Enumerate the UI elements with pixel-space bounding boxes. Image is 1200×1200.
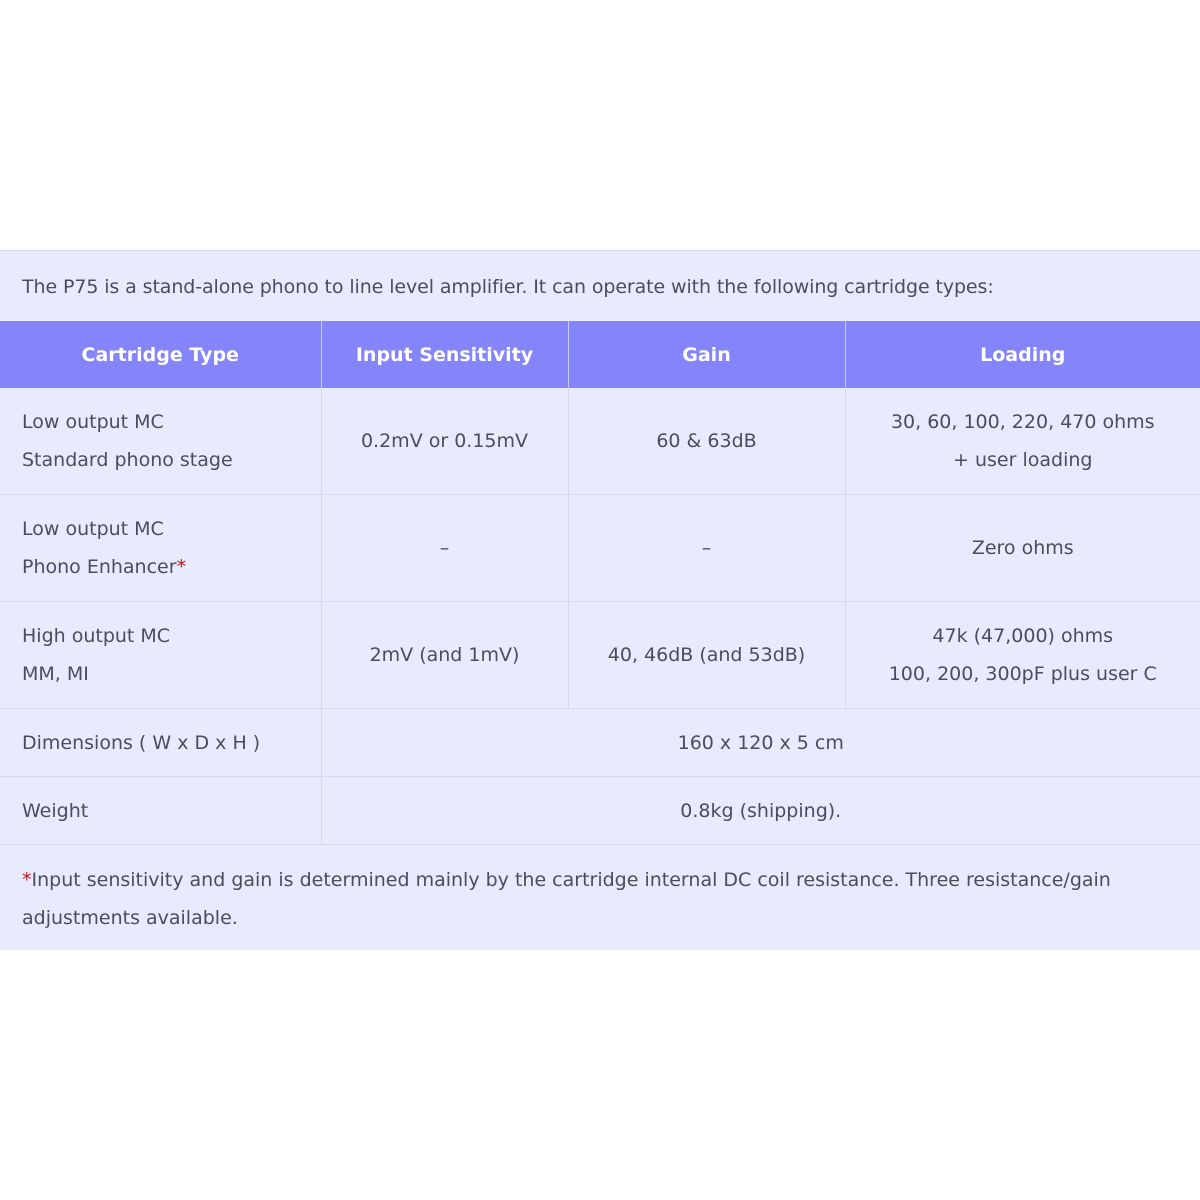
loading-cell [845, 495, 1200, 602]
loading-cell [845, 388, 1200, 495]
loading-line: 100, 200, 300pF plus user C [888, 663, 1157, 685]
loading-line: 30, 60, 100, 220, 470 ohms [890, 411, 1155, 433]
spec-panel [0, 250, 1200, 950]
footnote [22, 861, 1187, 937]
table-row [0, 388, 1200, 495]
loading-line: 47k (47,000) ohms [932, 625, 1114, 647]
cartridge-type-cell [0, 388, 321, 495]
header-loading: Loading [845, 321, 1200, 388]
weight-row [0, 777, 1200, 845]
loading-line: + user loading [953, 449, 1093, 471]
cartridge-type-line: Low output MC [22, 518, 164, 540]
spec-table [0, 321, 1200, 845]
loading-cell [845, 602, 1200, 709]
dimensions-row [0, 709, 1200, 777]
gain-cell: – [568, 495, 845, 602]
input-sensitivity-cell: 0.2mV or 0.15mV [321, 388, 568, 495]
loading-line: Zero ohms [971, 537, 1074, 559]
cartridge-type-line: Standard phono stage [22, 449, 233, 471]
input-sensitivity-cell: 2mV (and 1mV) [321, 602, 568, 709]
footnote-asterisk: * [176, 556, 187, 578]
dimensions-label: Dimensions ( W x D x H ) [0, 709, 321, 777]
cartridge-type-cell [0, 602, 321, 709]
gain-cell: 40, 46dB (and 53dB) [568, 602, 845, 709]
weight-value: 0.8kg (shipping). [321, 777, 1200, 845]
cartridge-type-line [22, 548, 321, 586]
table-header-row [0, 321, 1200, 388]
footnote-text: Input sensitivity and gain is determined mainly by the cartridge internal DC coil resistance. Three resistance/gain adjustments available. [22, 869, 1111, 929]
table-row [0, 602, 1200, 709]
cartridge-type-line: Low output MC [22, 411, 164, 433]
intro-text: The P75 is a stand-alone phono to line level amplifier. It can operate with the following cartridge types: [22, 276, 994, 298]
cartridge-type-text: Phono Enhancer [22, 556, 177, 578]
header-input-sensitivity: Input Sensitivity [321, 321, 568, 388]
input-sensitivity-cell: – [321, 495, 568, 602]
header-cartridge-type: Cartridge Type [0, 321, 321, 388]
weight-label: Weight [0, 777, 321, 845]
gain-cell: 60 & 63dB [568, 388, 845, 495]
header-gain: Gain [568, 321, 845, 388]
cartridge-type-line: High output MC [22, 625, 171, 647]
dimensions-value: 160 x 120 x 5 cm [321, 709, 1200, 777]
footnote-asterisk: * [22, 869, 32, 891]
cartridge-type-line: MM, MI [22, 663, 89, 685]
table-row [0, 495, 1200, 602]
cartridge-type-cell [0, 495, 321, 602]
